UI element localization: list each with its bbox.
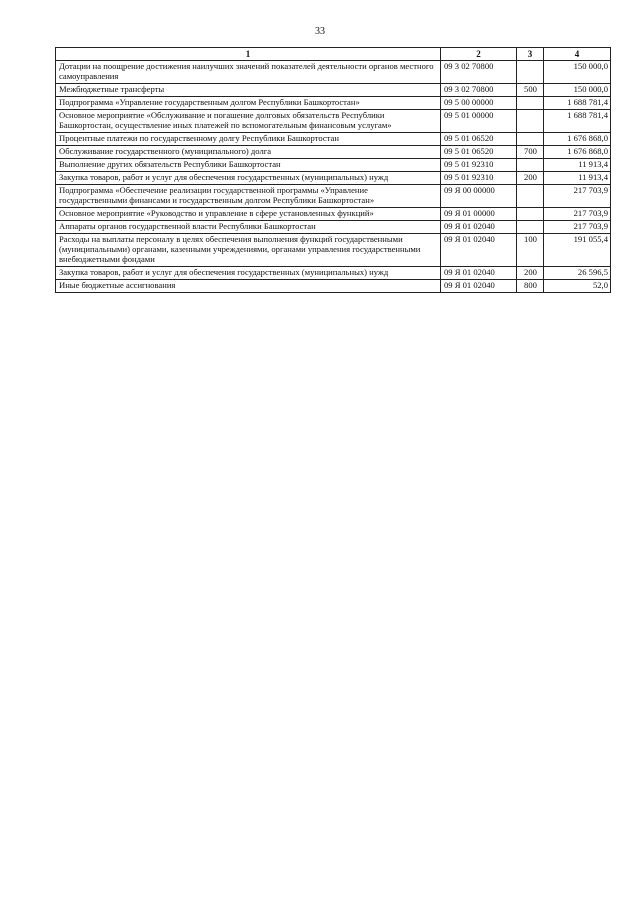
cell-name: Подпрограмма «Обеспечение реализации государственной программы «Управление государственными финансами и государственным долгом Республики Башкортостан» [56,185,441,208]
cell-expense-type [517,97,544,110]
table-row [56,208,611,221]
cell-amount: 217 703,9 [544,221,611,234]
page-number: 33 [315,26,325,37]
cell-code: 09 3 02 70800 [441,61,517,84]
cell-expense-type: 700 [517,146,544,159]
cell-expense-type: 200 [517,172,544,185]
cell-amount: 191 055,4 [544,234,611,267]
cell-name: Основное мероприятие «Обслуживание и погашение долговых обязательств Республики Башкортостан, осуществление иных платежей по вспомогательным финансовым услугам» [56,110,441,133]
table-row [56,221,611,234]
cell-amount: 1 688 781,4 [544,97,611,110]
cell-code: 09 5 01 06520 [441,146,517,159]
table-row [56,234,611,267]
cell-amount: 52,0 [544,279,611,292]
cell-code: 09 Я 00 00000 [441,185,517,208]
cell-amount: 26 596,5 [544,266,611,279]
column-header-expense-type: 3 [517,48,544,61]
cell-name: Обслуживание государственного (муниципального) долга [56,146,441,159]
cell-amount: 1 688 781,4 [544,110,611,133]
column-header-code: 2 [441,48,517,61]
cell-name: Основное мероприятие «Руководство и управление в сфере установленных функций» [56,208,441,221]
cell-amount: 11 913,4 [544,172,611,185]
cell-code: 09 Я 01 00000 [441,208,517,221]
cell-code: 09 5 01 92310 [441,159,517,172]
cell-name: Закупка товаров, работ и услуг для обеспечения государственных (муниципальных) нужд [56,266,441,279]
cell-code: 09 5 01 00000 [441,110,517,133]
cell-expense-type [517,61,544,84]
table-row [56,185,611,208]
table-row [56,61,611,84]
cell-name: Межбюджетные трансферты [56,84,441,97]
cell-code: 09 Я 01 02040 [441,234,517,267]
cell-expense-type [517,221,544,234]
table-row [56,97,611,110]
table-body [56,61,611,292]
cell-code: 09 5 01 92310 [441,172,517,185]
cell-expense-type: 500 [517,84,544,97]
cell-amount: 1 676 868,0 [544,146,611,159]
cell-expense-type: 200 [517,266,544,279]
cell-code: 09 Я 01 02040 [441,266,517,279]
cell-name: Иные бюджетные ассигнования [56,279,441,292]
cell-expense-type [517,133,544,146]
cell-expense-type: 800 [517,279,544,292]
cell-amount: 150 000,0 [544,61,611,84]
table-row [56,266,611,279]
cell-expense-type [517,185,544,208]
column-header-name: 1 [56,48,441,61]
cell-amount: 1 676 868,0 [544,133,611,146]
cell-expense-type [517,208,544,221]
cell-amount: 217 703,9 [544,185,611,208]
cell-name: Аппараты органов государственной власти Республики Башкортостан [56,221,441,234]
cell-name: Расходы на выплаты персоналу в целях обеспечения выполнения функций государственными (муниципальными) органами, казенными учреждениями, органами управления государственными внебюджетными фондами [56,234,441,267]
cell-amount: 217 703,9 [544,208,611,221]
cell-code: 09 3 02 70800 [441,84,517,97]
table-row [56,159,611,172]
column-header-amount: 4 [544,48,611,61]
table-row [56,279,611,292]
cell-amount: 11 913,4 [544,159,611,172]
cell-code: 09 5 00 00000 [441,97,517,110]
cell-name: Закупка товаров, работ и услуг для обеспечения государственных (муниципальных) нужд [56,172,441,185]
cell-code: 09 5 01 06520 [441,133,517,146]
cell-expense-type [517,110,544,133]
table-header-row [56,48,611,61]
table-row [56,146,611,159]
cell-name: Подпрограмма «Управление государственным долгом Республики Башкортостан» [56,97,441,110]
table-row [56,133,611,146]
cell-name: Процентные платежи по государственному долгу Республики Башкортостан [56,133,441,146]
cell-name: Дотации на поощрение достижения наилучших значений показателей деятельности органов местного самоуправления [56,61,441,84]
cell-amount: 150 000,0 [544,84,611,97]
cell-expense-type: 100 [517,234,544,267]
table-row [56,84,611,97]
cell-name: Выполнение других обязательств Республики Башкортостан [56,159,441,172]
cell-code: 09 Я 01 02040 [441,221,517,234]
table-row [56,110,611,133]
budget-table [55,47,611,293]
cell-expense-type [517,159,544,172]
table-row [56,172,611,185]
cell-code: 09 Я 01 02040 [441,279,517,292]
